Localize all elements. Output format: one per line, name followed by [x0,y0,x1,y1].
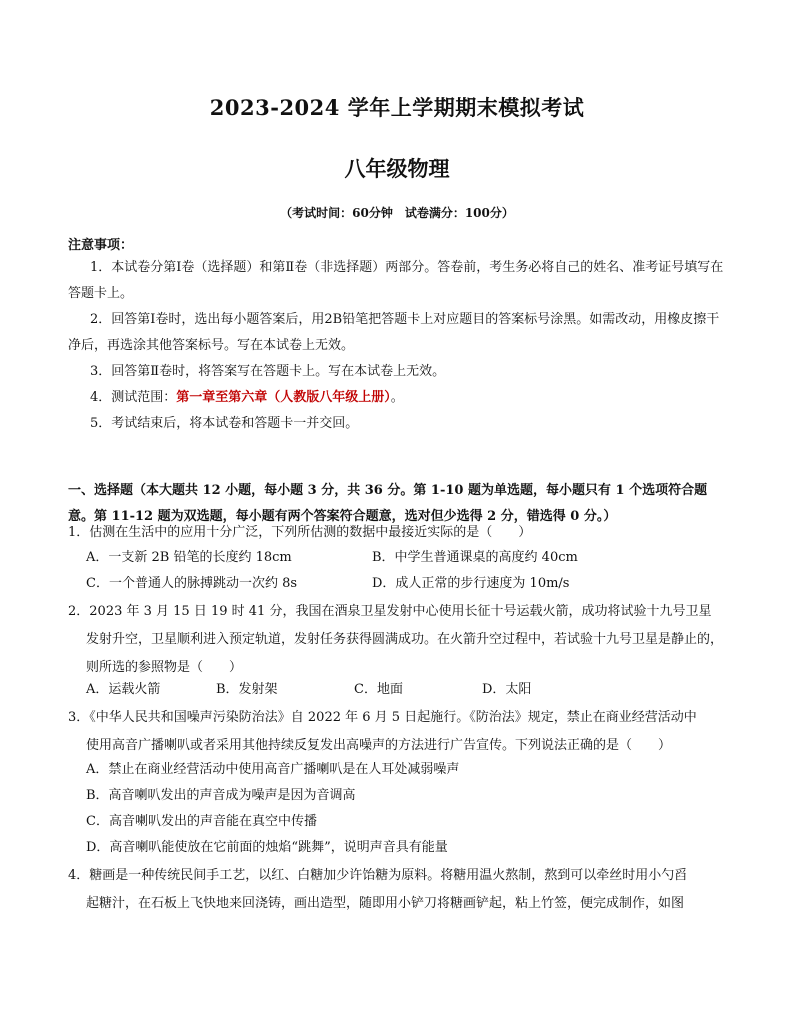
question-4-stem-rest: 起糖汁，在石板上飞快地来回浇铸，画出造型，随即用小铲刀将糖画铲起，粘上竹签，便完成制作，如图 [86,896,685,911]
note-item-4-prefix: 4．测试范围： [90,390,177,405]
question-3-option-c[interactable]: C．高音喇叭发出的声音能在真空中传播 [86,814,317,829]
note-item-4 [68,385,728,411]
notes-heading: 注意事项： [68,238,134,253]
exam-subject: 八年级物理 [344,156,450,181]
question-1-option-c[interactable]: C．一个普通人的脉搏跳动一次约 8s [86,576,298,591]
note-item-1: 1．本试卷分第Ⅰ卷（选择题）和第Ⅱ卷（非选择题）两部分。答卷前，考生务必将自己的姓名、准考证号填写在答题卡上。 [68,260,724,301]
question-1-option-d[interactable]: D．成人正常的步行速度为 10m/s [372,576,570,591]
question-2-option-d[interactable]: D．太阳 [482,682,532,697]
question-3-option-a[interactable]: A．禁止在商业经营活动中使用高音广播喇叭是在人耳处减弱噪声 [86,762,460,777]
test-range-highlight: 第一章至第六章（人教版八年级上册） [176,390,391,405]
question-2-stem-rest: 发射升空，卫星顺利进入预定轨道，发射任务获得圆满成功。在火箭升空过程中，若试验十九号卫星是静止的，则所选的参照物是（ ） [86,632,724,675]
question-2-stem-line-1: 2．2023 年 3 月 15 日 19 时 41 分，我国在酒泉卫星发射中心使用长征十号运载火箭，成功将试验十九号卫星 [68,604,712,619]
question-4-stem [68,862,728,918]
question-4-stem-line-1: 4．糖画是一种传统民间手工艺，以红、白糖加少许饴糖为原料。将糖用温火熬制，熬到可以牵丝时用小勺舀 [68,868,688,883]
question-2-option-a[interactable]: A．运载火箭 [86,682,161,697]
note-item-3: 3．回答第Ⅱ卷时，将答案写在答题卡上。写在本试卷上无效。 [90,364,446,379]
question-1-option-a[interactable]: A．一支新 2B 铅笔的长度约 18cm [86,550,292,565]
note-item-4-suffix: 。 [390,390,404,405]
question-3-option-b[interactable]: B．高音喇叭发出的声音成为噪声是因为音调高 [86,788,356,803]
note-item-2: 2．回答第Ⅰ卷时，选出每小题答案后，用2B铅笔把答题卡上对应题目的答案标号涂黑。如需改动，用橡皮擦干净后，再选涂其他答案标号。写在本试卷上无效。 [68,312,720,353]
note-item-5: 5．考试结束后，将本试卷和答题卡一并交回。 [90,416,359,431]
exam-time-info: （考试时间：60分钟 试卷满分：100分） [280,206,514,220]
question-2-option-b[interactable]: B．发射架 [216,682,278,697]
exam-title: 2023-2024 学年上学期期末模拟考试 [209,95,585,120]
question-2-stem [68,598,728,682]
section-heading: 一、选择题（本大题共 12 小题，每小题 3 分，共 36 分。第 1-10 题为单选题，每小题只有 1 个选项符合题意。第 11-12 题为双选题，每小题有两个答案符合题意，选对但少选得 2 分，错选得 0 分。） [68,483,708,524]
question-1-stem: 1．估测在生活中的应用十分广泛，下列所估测的数据中最接近实际的是（ ） [68,525,532,540]
question-3-stem [68,704,728,760]
question-2-option-c[interactable]: C．地面 [354,682,403,697]
question-1-option-b[interactable]: B．中学生普通课桌的高度约 40cm [372,550,578,565]
question-3-option-d[interactable]: D．高音喇叭能使放在它前面的烛焰“跳舞”，说明声音具有能量 [86,840,448,855]
question-3-stem-rest: 使用高音广播喇叭或者采用其他持续反复发出高噪声的方法进行广告宣传。下列说法正确的是（ ） [86,738,672,753]
question-3-stem-line-1: 3．《中华人民共和国噪声污染防治法》自 2022 年 6 月 5 日起施行。《防治法》规定，禁止在商业经营活动中 [68,710,697,725]
